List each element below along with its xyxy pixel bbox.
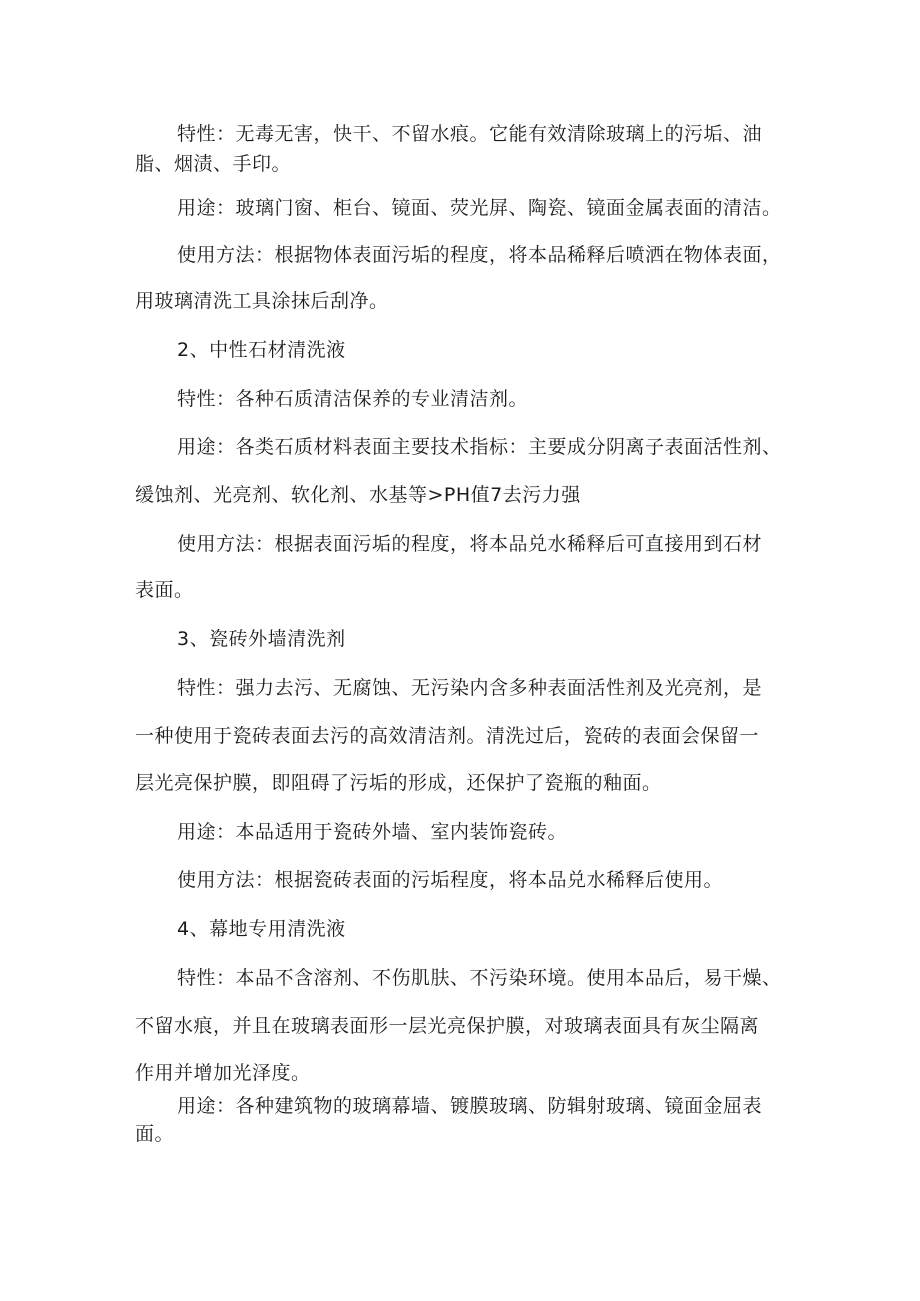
paragraph-line: 层光亮保护膜，即阻碍了污垢的形成，还保护了瓷瓶的釉面。 [135, 772, 662, 794]
paragraph-line: 特性：各种石质清洁保养的专业清洁剂。 [177, 388, 529, 410]
paragraph-line: 作用并增加光泽度。 [135, 1062, 311, 1084]
paragraph-line: 脂、烟渍、手印。 [135, 153, 292, 175]
paragraph-line: 用途：各类石质材料表面主要技术指标：主要成分阴离子表面活性剂、 [177, 436, 782, 458]
paragraph-line: 面。 [135, 1123, 175, 1145]
paragraph-line: 一种使用于瓷砖表面去污的高效清洁剂。清洗过后，瓷砖的表面会保留一 [135, 725, 760, 747]
paragraph-line: 用途：玻璃门窗、柜台、镜面、荧光屏、陶瓷、镜面金属表面的清洁。 [177, 197, 782, 219]
paragraph-line: 缓蚀剂、光亮剂、软化剂、水基等>PH值7去污力强 [135, 484, 581, 506]
section-heading: 3、瓷砖外墙清洗剂 [177, 628, 346, 650]
paragraph-line: 使用方法：根据瓷砖表面的污垢程度，将本品兑水稀释后使用。 [177, 869, 724, 891]
paragraph-line: 表面。 [135, 579, 194, 601]
paragraph-line: 特性：强力去污、无腐蚀、无污染内含多种表面活性剂及光亮剂，是 [177, 677, 763, 699]
paragraph-line: 使用方法：根据表面污垢的程度，将本品兑水稀释后可直接用到石材 [177, 533, 763, 555]
paragraph-line: 特性：无毒无害，快干、不留水痕。它能有效清除玻璃上的污垢、油 [177, 123, 763, 145]
paragraph-line: 不留水痕，并且在玻璃表面形一层光亮保护膜，对玻璃表面具有灰尘隔离 [135, 1015, 760, 1037]
paragraph-line: 用途：各种建筑物的玻璃幕墙、镀膜玻璃、防辑射玻璃、镜面金屈表 [177, 1095, 763, 1117]
paragraph-line: 用途：本品适用于瓷砖外墙、室内装饰瓷砖。 [177, 821, 568, 843]
paragraph-line: 使用方法：根据物体表面污垢的程度，将本品稀释后喷洒在物体表面， [177, 244, 782, 266]
section-heading: 4、幕地专用清洗液 [177, 918, 346, 940]
paragraph-line: 特性：本品不含溶剂、不伤肌肤、不污染环境。使用本品后，易干燥、 [177, 967, 782, 989]
paragraph-line: 用玻璃清洗工具涂抹后刮净。 [135, 290, 389, 312]
section-heading: 2、中性石材清洗液 [177, 339, 346, 361]
